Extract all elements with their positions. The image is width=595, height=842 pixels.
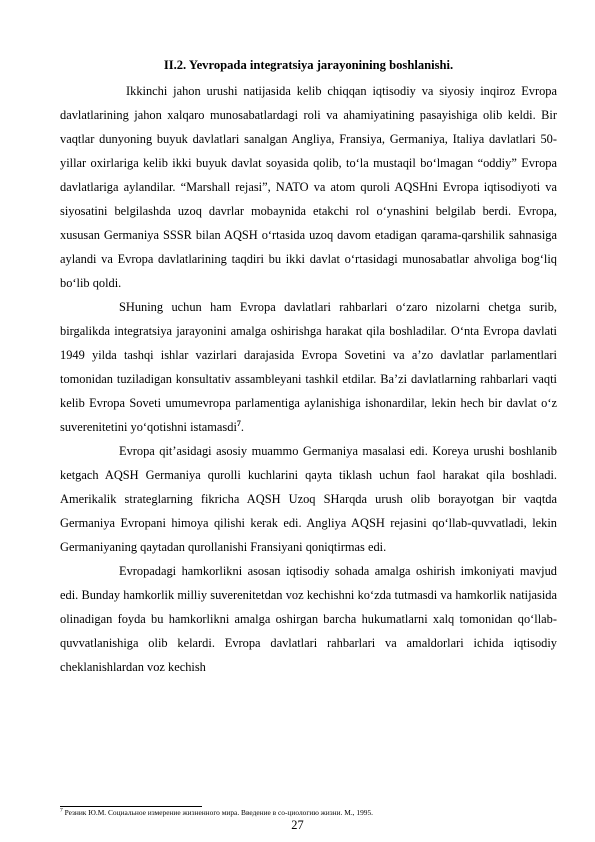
body-text xyxy=(60,79,557,679)
footnote-text: Резник Ю.М. Социальное измерение жизненного мира. Введение в со-циологию жизни. М., 1995. xyxy=(62,808,374,817)
paragraph-2 xyxy=(60,295,557,439)
paragraph-1: Ikkinchi jahon urushi natijasida kelib chiqqan iqtisodiy va siyosiy inqiroz Evropa davlatlarining jahon xalqaro munosabatlardagi roli va ahamiyatining pasayishiga olib keldi. Bir vaqtlar dunyoning buyuk davlatlari sanalgan Angliya, Fransiya, Germaniya, Italiya davlatlari 50-yillar oxirlariga kelib ikki buyuk davlat soyasida qolib, to‘la mustaqil bo‘lmagan “oddiy” Evropa davlatlariga aylandilar. “Marshall rejasi”, NATO va atom quroli AQSHni Evropa iqtisodiyoti va siyosatini belgilashda uzoq davrlar mobaynida etakchi rol o‘ynashini belgilab berdi. Evropa, xususan Germaniya SSSR bilan AQSH o‘rtasida uzoq davom etadigan qarama-qarshilik sahnasiga aylandi va Evropa davlatlarining taqdiri bu ikki davlat o‘rtasidagi munosabatlar ahvoliga bog‘liq bo‘lib qoldi. xyxy=(60,84,557,290)
paragraph-4: Evropadagi hamkorlikni asosan iqtisodiy sohada amalga oshirish imkoniyati mavjud edi. Bunday hamkorlik milliy suverenitetdan voz kechishni ko‘zda tutmasdi va hamkorlik natijasida olinadigan foyda bu hamkorlikni amalga oshirgan barcha hukumatlarni xalq tomonidan qo‘llab-quvvatlanishiga olib kelardi. Evropa davlatlari rahbarlari va amaldorlari ichida iqtisodiy cheklanishlardan voz kechish xyxy=(60,564,557,674)
section-heading: II.2. Yevropada integratsiya jarayonining boshlanishi. xyxy=(163,58,454,72)
footnote-marker: 7 xyxy=(60,807,63,814)
footnote-separator xyxy=(60,806,202,807)
paragraph-2-text: SHuning uchun ham Evropa davlatlari rahbarlari o‘zaro nizolarni chetga surib, birgalikda integratsiya jarayonini amalga oshirishga harakat qila boshladilar. O‘nta Evropa davlati 1949 yilda tashqi ishlar vazirlari darajasida Evropa Sovetini va a’zo davlatlar parlamentlari tomonidan tuziladigan konsultativ assambleyani tashkil etdilar. Ba’zi davlatlarning rahbarlari vaqti kelib Evropa Soveti umumevropa parlamentiga aylanishiga ishonardilar, lekin hech bir davlat o‘z suverenitetini yo‘qotishni istamasdi xyxy=(60,300,557,434)
footnote-reference: 7 xyxy=(236,418,241,428)
paragraph-3: Evropa qit’asidagi asosiy muammo Germaniya masalasi edi. Koreya urushi boshlanib ketgach AQSH Germaniya qurolli kuchlarini qayta tiklash uchun faol harakat qila boshladi. Amerikalik strateglarning fikricha AQSH Uzoq SHarqda urush olib borayotgan bir vaqtda Germaniya Evropani himoya qilishi kerak edi. Angliya AQSH rejasini qo‘llab-quvvatladi, lekin Germaniyaning qaytadan qurollanishi Fransiyani qoniqtirmas edi. xyxy=(60,444,557,554)
paragraph-2-end: . xyxy=(240,420,244,434)
page-number: 27 xyxy=(291,818,304,832)
